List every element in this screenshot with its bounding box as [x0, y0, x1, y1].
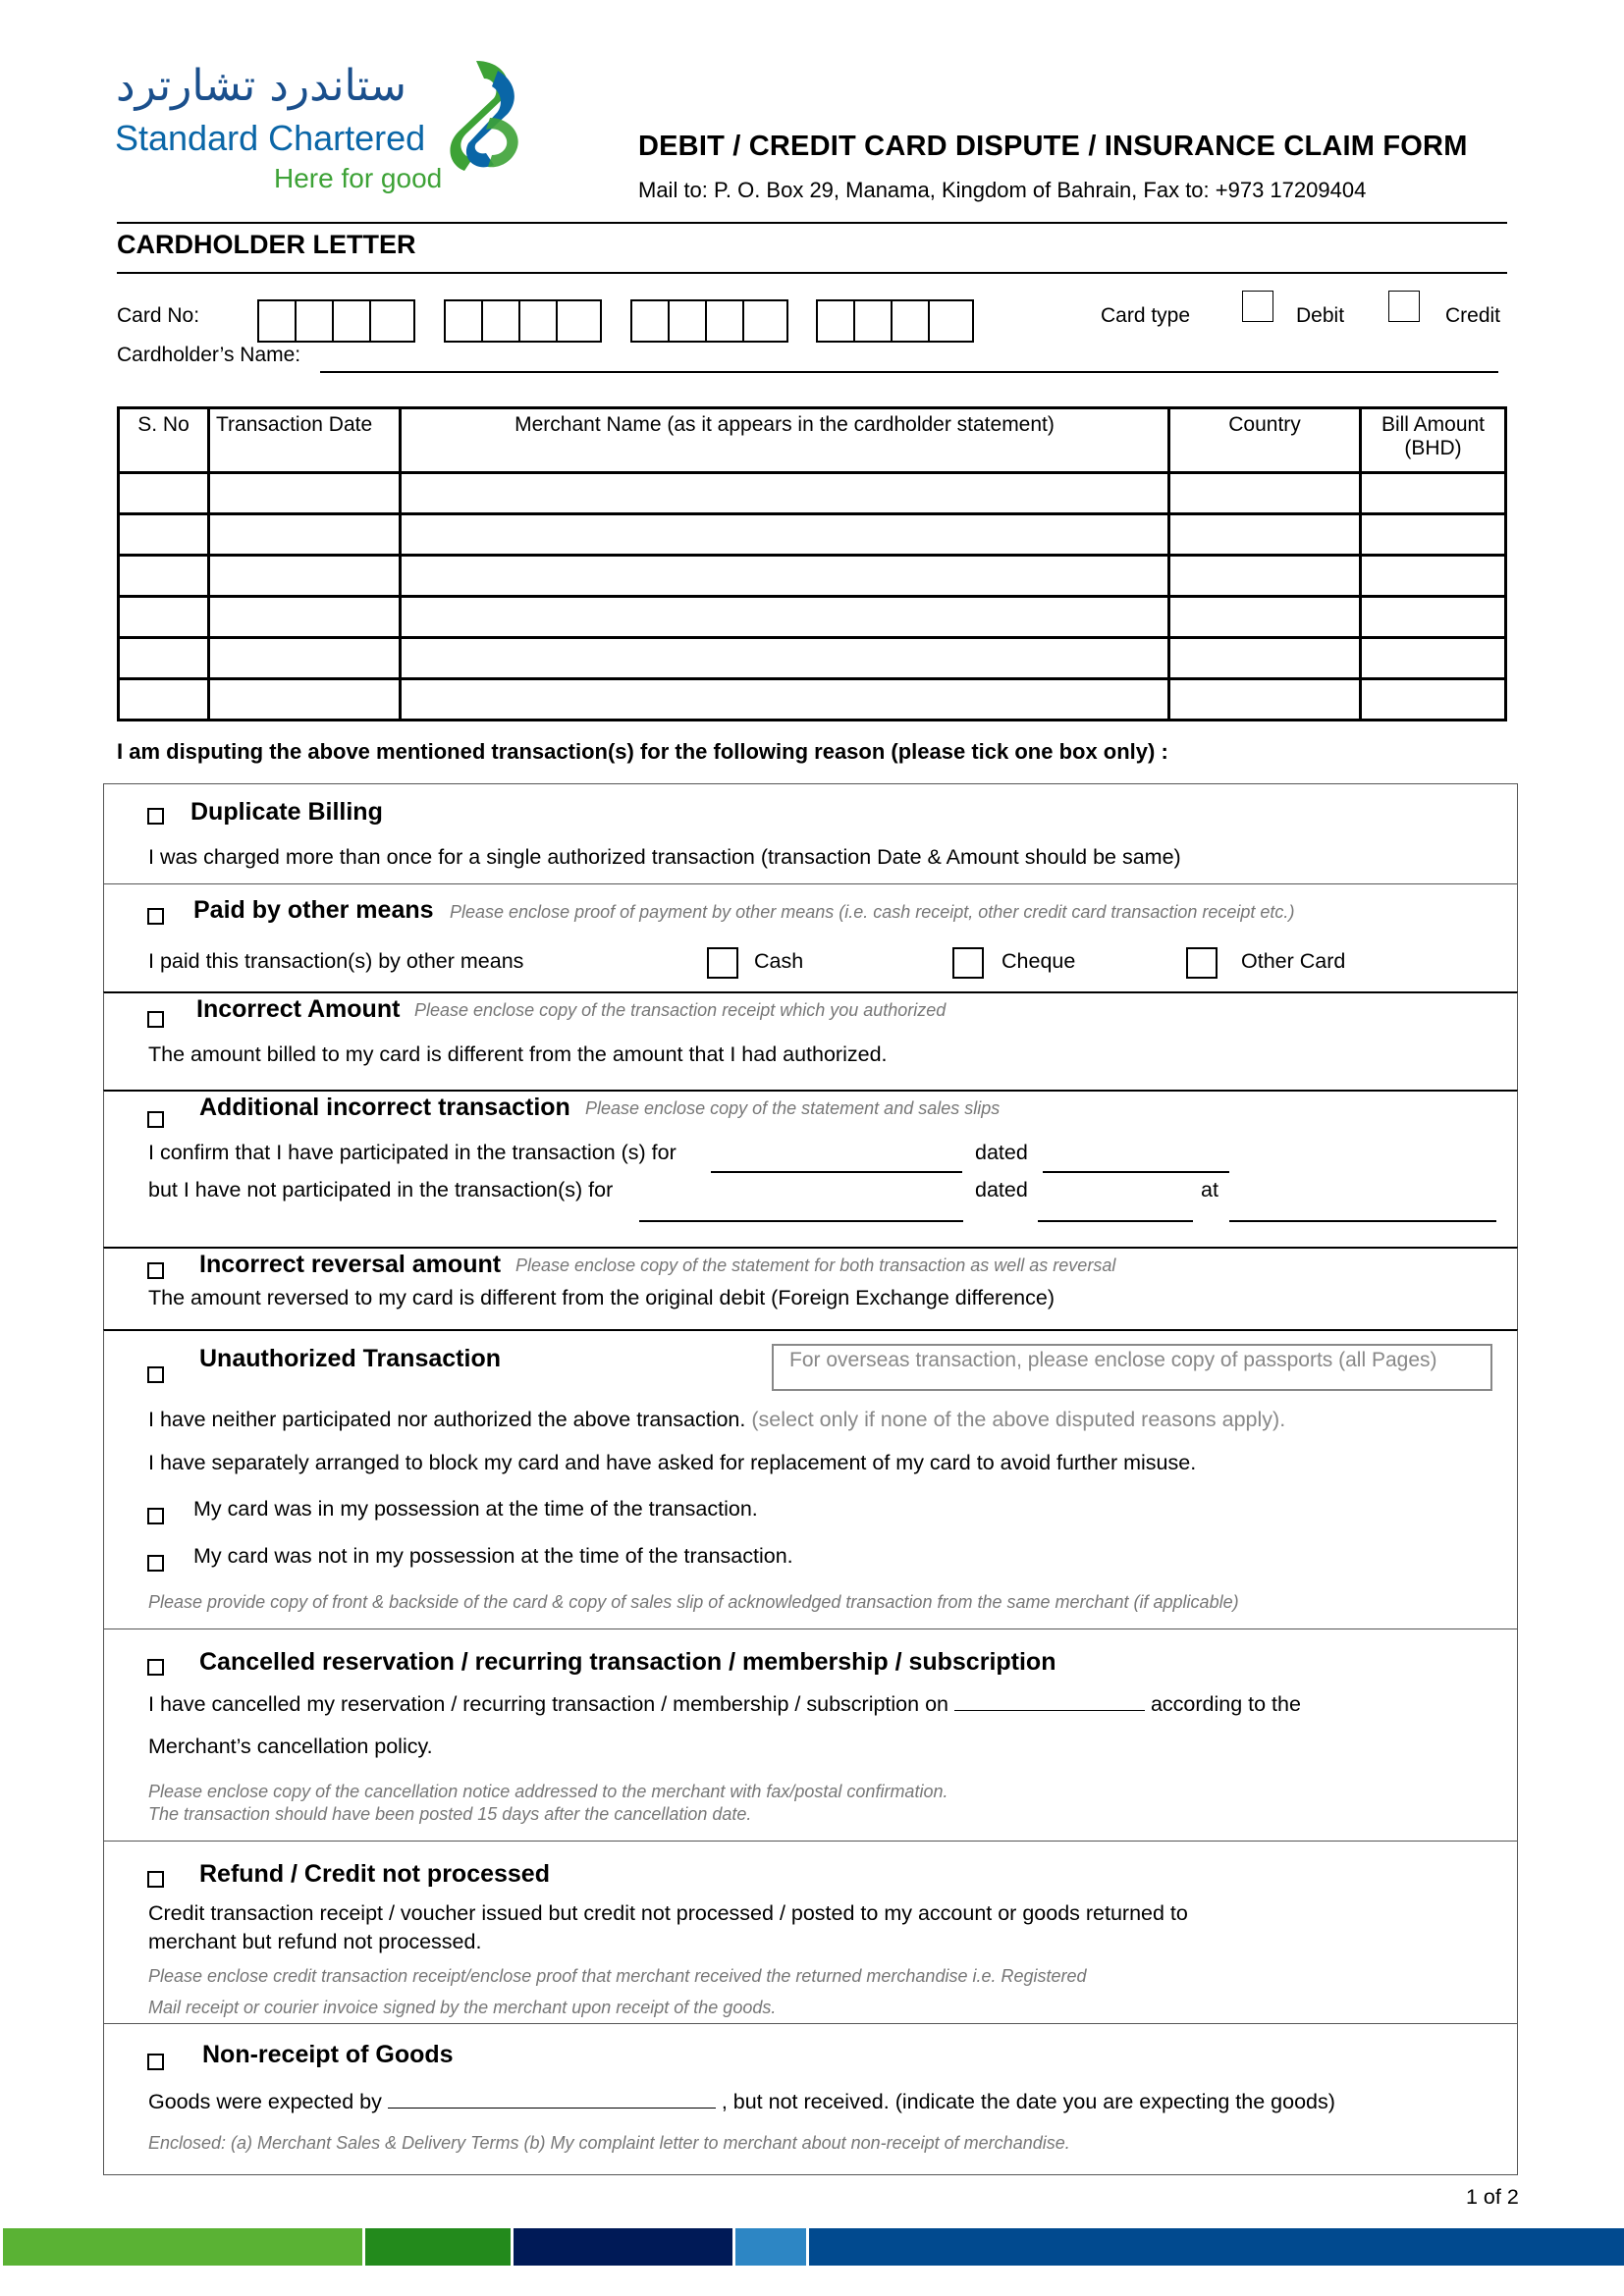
table-row	[119, 556, 1506, 597]
table-cell[interactable]	[1169, 597, 1361, 638]
table-cell[interactable]	[1361, 638, 1506, 679]
logo-mark-icon	[447, 57, 525, 175]
table-cell[interactable]	[1361, 597, 1506, 638]
card-number-group-3[interactable]	[630, 299, 788, 343]
credit-checkbox[interactable]	[1388, 291, 1420, 322]
col-merchant-name: Merchant Name (as it appears in the cardholder statement)	[401, 408, 1169, 473]
dispute-instruction: I am disputing the above mentioned transaction(s) for the following reason (please tick one box only) :	[117, 739, 1168, 764]
paid-other-means-text: I paid this transaction(s) by other means	[148, 949, 524, 973]
unauthorized-condition: (select only if none of the above disputed reasons apply).	[751, 1408, 1286, 1431]
transaction-table	[117, 406, 1507, 721]
cheque-label: Cheque	[1001, 949, 1076, 973]
additional-incorrect-note: Please enclose copy of the statement and sales slips	[585, 1098, 1001, 1118]
unauthorized-note: Please provide copy of front & backside of the card & copy of sales slip of acknowledged transaction from the same merchant (if applicable)	[148, 1592, 1239, 1612]
incorrect-reversal-title: Incorrect reversal amount	[199, 1251, 502, 1278]
non-receipt-title: Non-receipt of Goods	[202, 2041, 454, 2068]
table-cell[interactable]	[119, 473, 209, 514]
section-title: CARDHOLDER LETTER	[117, 230, 416, 259]
paid-other-means-title: Paid by other means	[193, 896, 434, 924]
cancellation-date-field[interactable]	[954, 1692, 1145, 1711]
table-cell[interactable]	[1169, 556, 1361, 597]
table-cell[interactable]	[1169, 473, 1361, 514]
non-receipt-statement: Goods were expected by	[148, 2090, 382, 2113]
non-receipt-text	[148, 2090, 1335, 2114]
refund-note2: Mail receipt or courier invoice signed by the merchant upon receipt of the goods.	[148, 1998, 777, 2017]
unauthorized-title: Unauthorized Transaction	[199, 1345, 501, 1372]
non-receipt-note: Enclosed: (a) Merchant Sales & Delivery Terms (b) My complaint letter to merchant about non-receipt of merchandise.	[148, 2133, 1070, 2153]
cheque-checkbox[interactable]	[952, 947, 984, 979]
cancelled-title: Cancelled reservation / recurring transaction / membership / subscription	[199, 1648, 1056, 1676]
additional-incorrect-checkbox[interactable]	[147, 1111, 164, 1128]
table-cell[interactable]	[119, 556, 209, 597]
table-cell[interactable]	[119, 679, 209, 721]
table-row	[119, 638, 1506, 679]
cancelled-text2: Merchant’s cancellation policy.	[148, 1735, 433, 1758]
logo-arabic: ستاندرد تشارترد	[116, 61, 406, 111]
paid-other-means-note: Please enclose proof of payment by other means (i.e. cash receipt, other credit card transaction receipt etc.)	[450, 902, 1295, 922]
expected-date-field[interactable]	[388, 2090, 716, 2109]
table-cell[interactable]	[1361, 556, 1506, 597]
footer-bar-segment	[809, 2228, 1624, 2266]
table-cell[interactable]	[1361, 679, 1506, 721]
debit-label: Debit	[1296, 304, 1345, 327]
incorrect-amount-checkbox[interactable]	[147, 1011, 164, 1028]
table-cell[interactable]	[401, 597, 1169, 638]
table-cell[interactable]	[209, 514, 401, 556]
form-title: DEBIT / CREDIT CARD DISPUTE / INSURANCE CLAIM FORM	[638, 131, 1468, 162]
table-cell[interactable]	[209, 638, 401, 679]
credit-label: Credit	[1445, 304, 1501, 327]
incorrect-reversal-checkbox[interactable]	[147, 1262, 164, 1279]
table-cell[interactable]	[209, 473, 401, 514]
table-cell[interactable]	[209, 597, 401, 638]
section-paid-other-means	[103, 883, 1518, 991]
cancelled-note2: The transaction should have been posted 15 days after the cancellation date.	[148, 1804, 752, 1824]
cardholder-name-field[interactable]	[320, 371, 1498, 373]
table-row	[119, 473, 1506, 514]
passport-note: For overseas transaction, please enclose copy of passports (all Pages)	[789, 1349, 1437, 1371]
incorrect-reversal-note: Please enclose copy of the statement for both transaction as well as reversal	[515, 1255, 1116, 1275]
refund-note1: Please enclose credit transaction receipt/enclose proof that merchant received the returned merchandise i.e. Registered	[148, 1966, 1087, 1986]
table-cell[interactable]	[1169, 679, 1361, 721]
duplicate-billing-text: I was charged more than once for a single authorized transaction (transaction Date & Amount should be same)	[148, 845, 1181, 869]
section-additional-incorrect	[103, 1090, 1518, 1247]
cancelled-checkbox[interactable]	[147, 1659, 164, 1676]
table-cell[interactable]	[209, 679, 401, 721]
cancelled-statement-end: according to the	[1150, 1692, 1301, 1716]
refund-title: Refund / Credit not processed	[199, 1860, 550, 1888]
table-cell[interactable]	[1169, 638, 1361, 679]
divider	[117, 222, 1507, 224]
table-cell[interactable]	[119, 597, 209, 638]
refund-text2: merchant but refund not processed.	[148, 1930, 482, 1953]
page-number: 1 of 2	[1466, 2185, 1519, 2209]
section-non-receipt	[103, 2023, 1518, 2175]
cancelled-statement: I have cancelled my reservation / recurring transaction / membership / subscription on	[148, 1692, 948, 1716]
non-receipt-checkbox[interactable]	[147, 2054, 164, 2070]
duplicate-billing-title: Duplicate Billing	[190, 798, 383, 826]
incorrect-amount-text: The amount billed to my card is different from the amount that I had authorized.	[148, 1042, 888, 1066]
in-possession-label: My card was in my possession at the time of the transaction.	[193, 1497, 758, 1521]
table-cell[interactable]	[401, 679, 1169, 721]
section-cancelled	[103, 1629, 1518, 1841]
participated-date-field[interactable]	[1043, 1171, 1229, 1173]
table-cell[interactable]	[1361, 473, 1506, 514]
duplicate-billing-checkbox[interactable]	[147, 808, 164, 825]
incorrect-amount-note: Please enclose copy of the transaction receipt which you authorized	[414, 1000, 947, 1020]
table-cell[interactable]	[119, 638, 209, 679]
section-incorrect-reversal	[103, 1247, 1518, 1329]
cardholder-name-label: Cardholder’s Name:	[117, 344, 301, 366]
refund-checkbox[interactable]	[147, 1871, 164, 1888]
unauthorized-checkbox[interactable]	[147, 1366, 164, 1383]
table-cell[interactable]	[401, 514, 1169, 556]
additional-incorrect-title: Additional incorrect transaction	[199, 1094, 570, 1121]
not-in-possession-checkbox[interactable]	[147, 1555, 164, 1572]
not-participated-date-field[interactable]	[1038, 1220, 1193, 1222]
incorrect-reversal-text: The amount reversed to my card is different from the original debit (Foreign Exchange difference)	[148, 1286, 1055, 1309]
table-cell[interactable]	[119, 514, 209, 556]
footer-bar-segment	[3, 2228, 362, 2266]
col-country: Country	[1169, 408, 1361, 473]
logo-tagline: Here for good	[274, 163, 443, 193]
incorrect-amount-title: Incorrect Amount	[196, 995, 401, 1023]
not-in-possession-label: My card was not in my possession at the time of the transaction.	[193, 1544, 793, 1568]
debit-checkbox[interactable]	[1242, 291, 1273, 322]
cash-label: Cash	[754, 949, 804, 973]
table-cell[interactable]	[209, 556, 401, 597]
in-possession-checkbox[interactable]	[147, 1508, 164, 1524]
col-bill-amount: Bill Amount (BHD)	[1361, 408, 1506, 473]
card-type-label: Card type	[1101, 304, 1191, 327]
unauthorized-statement: I have neither participated nor authorized the above transaction.	[148, 1408, 746, 1431]
not-participated-transaction-field[interactable]	[639, 1220, 963, 1222]
paid-other-means-checkbox[interactable]	[147, 908, 164, 925]
table-cell[interactable]	[401, 556, 1169, 597]
card-number-group-2[interactable]	[444, 299, 602, 343]
unauthorized-text1	[148, 1408, 1285, 1432]
col-sno: S. No	[119, 408, 209, 473]
cancelled-text1	[148, 1692, 1301, 1717]
table-row	[119, 597, 1506, 638]
dated-label: dated	[975, 1178, 1028, 1201]
refund-text1: Credit transaction receipt / voucher issued but credit not processed / posted to my account or goods returned to	[148, 1901, 1188, 1925]
table-header-row	[119, 408, 1506, 473]
passport-note-box	[772, 1344, 1492, 1391]
unauthorized-text2: I have separately arranged to block my card and have asked for replacement of my card to avoid further misuse.	[148, 1451, 1197, 1474]
table-row	[119, 679, 1506, 721]
table-row	[119, 514, 1506, 556]
table-cell[interactable]	[401, 473, 1169, 514]
section-incorrect-amount	[103, 991, 1518, 1090]
table-cell[interactable]	[1361, 514, 1506, 556]
cash-checkbox[interactable]	[707, 947, 738, 979]
dated-label: dated	[975, 1141, 1028, 1164]
non-receipt-statement-end: , but not received. (indicate the date you are expecting the goods)	[721, 2090, 1335, 2113]
participated-transaction-field[interactable]	[711, 1171, 962, 1173]
cancelled-note1: Please enclose copy of the cancellation notice addressed to the merchant with fax/postal confirmation.	[148, 1782, 948, 1801]
mail-address: Mail to: P. O. Box 29, Manama, Kingdom of Bahrain, Fax to: +973 17209404	[638, 178, 1367, 202]
footer-bar-segment	[735, 2228, 806, 2266]
not-participated-location-field[interactable]	[1229, 1220, 1496, 1222]
col-transaction-date: Transaction Date	[209, 408, 401, 473]
logo-name: Standard Chartered	[115, 118, 426, 158]
additional-line1: I confirm that I have participated in the transaction (s) for	[148, 1141, 677, 1164]
card-number-group-1[interactable]	[257, 299, 415, 343]
other-card-label: Other Card	[1241, 949, 1346, 973]
table-cell[interactable]	[401, 638, 1169, 679]
footer-bar-segment	[365, 2228, 511, 2266]
at-label: at	[1201, 1178, 1218, 1201]
divider	[117, 272, 1507, 274]
footer-bar-segment	[514, 2228, 732, 2266]
section-duplicate-billing	[103, 783, 1518, 883]
section-refund	[103, 1841, 1518, 2023]
card-number-group-4[interactable]	[816, 299, 974, 343]
card-no-label: Card No:	[117, 304, 200, 327]
table-cell[interactable]	[1169, 514, 1361, 556]
other-card-checkbox[interactable]	[1186, 947, 1218, 979]
section-unauthorized	[103, 1329, 1518, 1629]
additional-line2: but I have not participated in the transaction(s) for	[148, 1178, 614, 1201]
